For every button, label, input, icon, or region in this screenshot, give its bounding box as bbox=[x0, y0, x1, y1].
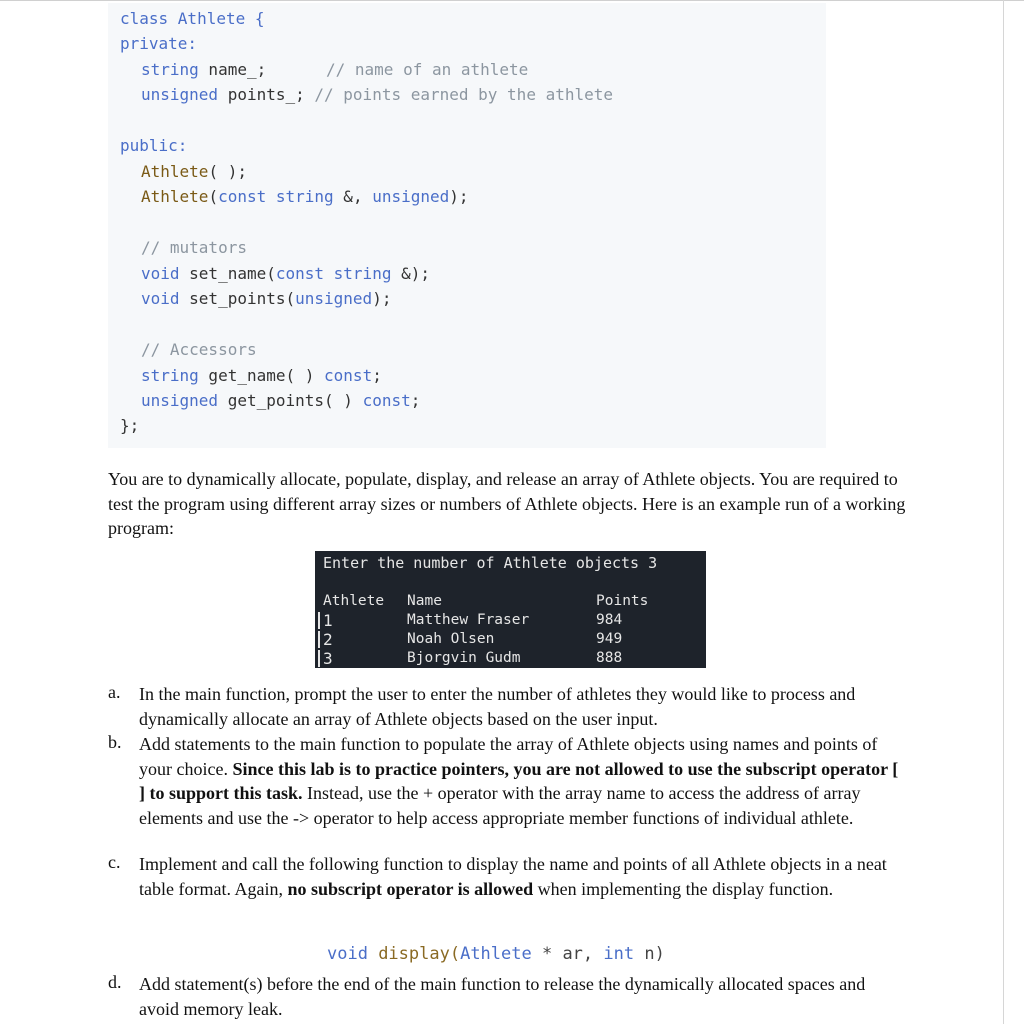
code-token: Athlete bbox=[141, 187, 209, 206]
code-token: set_name( bbox=[179, 264, 276, 283]
terminal-prompt: Enter the number of Athlete objects 3 bbox=[323, 554, 658, 572]
code-token: string bbox=[141, 366, 199, 385]
sig-token: n) bbox=[634, 944, 665, 964]
code-token: const string bbox=[275, 264, 392, 283]
code-token: get_points( ) bbox=[218, 391, 363, 410]
header-name: Name bbox=[407, 593, 442, 609]
code-comment-mutators bbox=[141, 238, 247, 258]
sig-token: void bbox=[327, 944, 368, 964]
code-line-param-ctor bbox=[141, 187, 469, 207]
step-c-text bbox=[139, 852, 899, 901]
row-number bbox=[315, 649, 401, 668]
code-token: }; bbox=[120, 416, 140, 435]
code-token: &, bbox=[333, 187, 373, 206]
code-token: // points earned by the athlete bbox=[314, 85, 614, 104]
step-c-text-1: Implement and call the following function to display the name and points of all Athlete objects in a neat table format. Again, bbox=[139, 854, 887, 899]
code-token: unsigned bbox=[141, 391, 219, 410]
step-d-text: Add statement(s) before the end of the main function to release the dynamically allocated spaces and avoid memory leak. bbox=[139, 974, 866, 1019]
sig-token: Athlete bbox=[460, 944, 532, 964]
sig-token: display( bbox=[367, 944, 461, 964]
code-line-name-member bbox=[141, 60, 266, 80]
code-token: unsigned bbox=[372, 187, 450, 206]
code-token: Athlete bbox=[141, 162, 209, 181]
row-number bbox=[315, 630, 401, 649]
step-c-bold: no subscript operator is allowed bbox=[287, 878, 534, 899]
code-token: class Athlete { bbox=[120, 9, 265, 28]
code-token: // Accessors bbox=[141, 340, 257, 359]
row-points: 984 bbox=[596, 612, 623, 628]
code-token: const bbox=[324, 366, 373, 385]
code-token: name_; bbox=[198, 60, 267, 79]
code-token: // name of an athlete bbox=[326, 60, 529, 79]
step-c-text-2: when implementing the display function. bbox=[533, 878, 834, 899]
row-name: Bjorgvin Gudm bbox=[407, 650, 521, 666]
code-token: get_name( ) bbox=[198, 366, 325, 385]
right-rule bbox=[1003, 0, 1004, 1024]
step-b-text bbox=[139, 732, 899, 830]
header-athlete: Athlete bbox=[323, 593, 385, 609]
code-comment-name bbox=[326, 60, 528, 80]
row-points: 888 bbox=[596, 650, 623, 666]
code-comment-accessors bbox=[141, 340, 257, 360]
top-rule bbox=[0, 0, 1024, 1]
code-token: ; bbox=[372, 366, 382, 385]
code-token: ); bbox=[372, 289, 392, 308]
code-token: ); bbox=[449, 187, 469, 206]
code-token: private: bbox=[120, 34, 198, 53]
code-token: ; bbox=[410, 391, 421, 410]
code-token: void bbox=[141, 289, 180, 308]
row-name: Noah Olsen bbox=[407, 631, 495, 647]
code-token: &); bbox=[391, 264, 430, 283]
row-number-text: 3 bbox=[323, 649, 333, 668]
step-b-bold: Since this lab is to practice pointers, you are not allowed to use the subscript operator [ ] to support this task. bbox=[139, 758, 899, 803]
code-line-get-name bbox=[141, 366, 382, 386]
code-line-points-member bbox=[141, 85, 613, 105]
step-b-text-1: Add statements to the main function to populate the array of Athlete objects using names and points of your choice. bbox=[139, 734, 878, 779]
sig-token: int bbox=[603, 944, 635, 964]
code-block bbox=[108, 3, 826, 448]
row-number-text: 2 bbox=[323, 630, 333, 649]
step-b-text-2: Instead, use the + operator with the array name to access the address of array elements and use the -> operator to help access appropriate member functions of individual athlete. bbox=[139, 783, 861, 828]
intro-paragraph: You are to dynamically allocate, populate, display, and release an array of Athlete objects. You are required to test the program using different array sizes or numbers of Athlete objects. Here is an example run of a working program: bbox=[108, 469, 906, 538]
code-token: set_points( bbox=[179, 289, 296, 308]
row-number bbox=[315, 611, 401, 630]
step-marker: d. bbox=[108, 972, 122, 992]
row-name: Matthew Fraser bbox=[407, 612, 530, 628]
code-line-default-ctor bbox=[141, 162, 247, 182]
code-token: public: bbox=[120, 136, 188, 155]
code-token: string bbox=[141, 60, 199, 79]
header-points: Points bbox=[596, 593, 649, 609]
code-token: ( bbox=[208, 187, 219, 206]
code-token: unsigned bbox=[295, 289, 373, 308]
code-line-close bbox=[120, 416, 139, 436]
step-a-text: In the main function, prompt the user to enter the number of athletes they would like to process and dynamically allocate an array of Athlete objects based on the user input. bbox=[139, 684, 856, 729]
code-token: const bbox=[362, 391, 411, 410]
row-number-text: 1 bbox=[323, 611, 333, 630]
code-token: points_; bbox=[218, 85, 315, 104]
code-line-class bbox=[120, 9, 265, 29]
code-line-set-points bbox=[141, 289, 391, 309]
step-marker: c. bbox=[108, 852, 121, 872]
code-line-public bbox=[120, 136, 187, 156]
code-token: const string bbox=[218, 187, 334, 206]
display-function-signature bbox=[327, 944, 665, 964]
code-token: unsigned bbox=[141, 85, 219, 104]
code-token: // mutators bbox=[141, 238, 247, 257]
code-token: ( ); bbox=[208, 162, 247, 181]
code-line-set-name bbox=[141, 264, 430, 284]
row-points: 949 bbox=[596, 631, 623, 647]
sig-token: * ar, bbox=[531, 944, 604, 964]
code-line-private bbox=[120, 34, 197, 54]
terminal-output bbox=[315, 551, 706, 668]
step-marker: b. bbox=[108, 732, 122, 752]
step-marker: a. bbox=[108, 682, 121, 702]
code-token: void bbox=[141, 264, 180, 283]
code-line-get-points bbox=[141, 391, 420, 411]
